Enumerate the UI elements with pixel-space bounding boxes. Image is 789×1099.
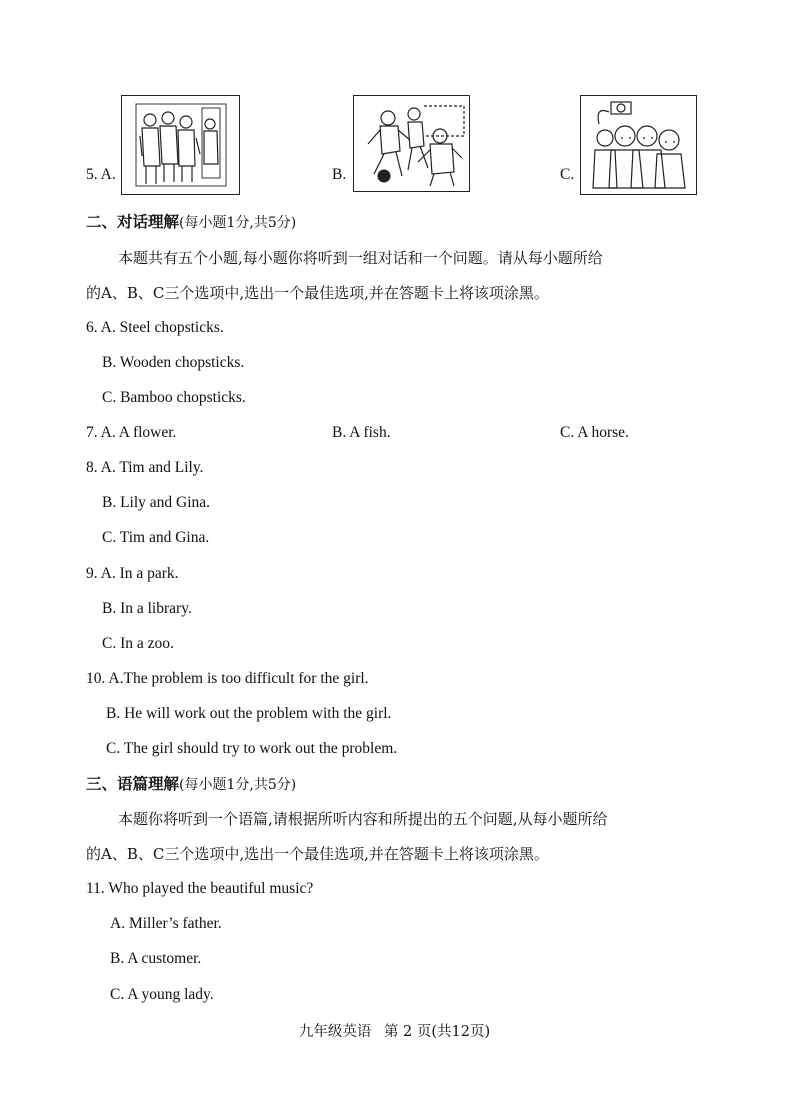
q9-option-c[interactable]: C. In a zoo. — [102, 635, 174, 652]
people-group-icon[interactable] — [121, 95, 240, 195]
q7-option-c[interactable]: C. A horse. — [560, 424, 629, 441]
people-group-drawing — [122, 96, 239, 194]
q11-option-c[interactable]: C. A young lady. — [110, 986, 214, 1003]
q10-option-a[interactable]: 10. A.The problem is too difficult for the girl. — [86, 670, 369, 687]
section2-instructions-2: 的A、B、C三个选项中,选出一个最佳选项,并在答题卡上将该项涂黑。 — [86, 284, 549, 302]
q5-option-a-label: 5. A. — [86, 166, 116, 183]
section3-instructions-2: 的A、B、C三个选项中,选出一个最佳选项,并在答题卡上将该项涂黑。 — [86, 845, 549, 863]
section3-instructions-1: 本题你将听到一个语篇,请根据所听内容和所提出的五个问题,从每小题所给 — [118, 810, 608, 828]
soccer-players-drawing — [354, 96, 469, 191]
section3-scoring: (每小题1分,共5分) — [179, 777, 297, 793]
footer-page-number: 第 2 页(共12页) — [383, 1024, 491, 1040]
footer-subject: 九年级英语 — [298, 1024, 372, 1040]
q10-option-b[interactable]: B. He will work out the problem with the girl. — [106, 705, 392, 722]
q7-option-a[interactable]: 7. A. A flower. — [86, 424, 177, 441]
page-footer — [0, 1020, 789, 1041]
q8-option-b[interactable]: B. Lily and Gina. — [102, 494, 211, 511]
q9-option-b[interactable]: B. In a library. — [102, 600, 192, 617]
q6-option-a[interactable]: 6. A. Steel chopsticks. — [86, 319, 224, 336]
family-photo-icon[interactable] — [580, 95, 697, 195]
q8-option-a[interactable]: 8. A. Tim and Lily. — [86, 459, 204, 476]
q5-option-c-label: C. — [560, 166, 575, 183]
q11-option-b[interactable]: B. A customer. — [110, 950, 202, 967]
q10-option-c[interactable]: C. The girl should try to work out the problem. — [106, 740, 398, 757]
family-photo-drawing — [581, 96, 696, 194]
q11-option-a[interactable]: A. Miller’s father. — [110, 915, 222, 932]
q5-number: 5. — [86, 166, 98, 183]
q8-option-c[interactable]: C. Tim and Gina. — [102, 529, 210, 546]
section3-heading: 三、语篇理解(每小题1分,共5分) — [86, 775, 297, 793]
q7-option-b[interactable]: B. A fish. — [332, 424, 391, 441]
q6-option-b[interactable]: B. Wooden chopsticks. — [102, 354, 245, 371]
section2-heading: 二、对话理解(每小题1分,共5分) — [86, 213, 297, 231]
q9-option-a[interactable]: 9. A. In a park. — [86, 565, 179, 582]
section2-instructions-1: 本题共有五个小题,每小题你将听到一组对话和一个问题。请从每小题所给 — [118, 249, 603, 267]
q11-question: 11. Who played the beautiful music? — [86, 880, 314, 897]
soccer-players-icon[interactable] — [353, 95, 470, 192]
q6-option-c[interactable]: C. Bamboo chopsticks. — [102, 389, 246, 406]
q5-option-b-label: B. — [332, 166, 347, 183]
section2-scoring: (每小题1分,共5分) — [179, 215, 297, 231]
